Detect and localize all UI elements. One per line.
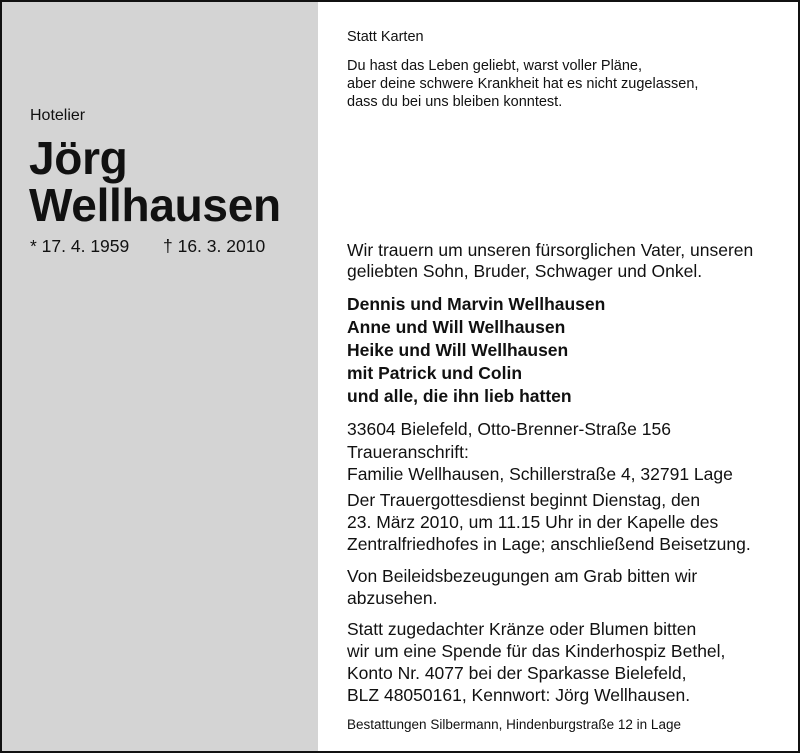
undertaker-footer: Bestattungen Silbermann, Hindenburgstraße 12 in Lage bbox=[347, 717, 681, 732]
occupation-label: Hotelier bbox=[30, 107, 86, 124]
mourner-name: Anne und Will Wellhausen bbox=[347, 317, 566, 337]
statt-karten: Statt Karten bbox=[347, 29, 424, 45]
last-name: Wellhausen bbox=[29, 179, 281, 231]
condolence-line: Von Beileidsbezeugungen am Grab bitten wir bbox=[347, 566, 698, 586]
mourner-name: Heike und Will Wellhausen bbox=[347, 340, 569, 360]
birth-date: * 17. 4. 1959 bbox=[30, 236, 130, 256]
mourner-name: und alle, die ihn lieb hatten bbox=[347, 386, 572, 406]
poem-line: Du hast das Leben geliebt, warst voller Pläne, bbox=[347, 58, 643, 74]
family-address: 33604 Bielefeld, Otto-Brenner-Straße 156 bbox=[347, 419, 671, 439]
service-line: Zentralfriedhofes in Lage; anschließend Beisetzung. bbox=[347, 534, 751, 554]
trauer-line: Traueranschrift: bbox=[347, 442, 469, 462]
donation-line: wir um eine Spende für das Kinderhospiz Bethel, bbox=[347, 641, 726, 661]
mourning-line: Wir trauern um unseren fürsorglichen Vater, unseren bbox=[347, 240, 754, 260]
condolence-line: abzusehen. bbox=[347, 588, 438, 608]
service-line: Der Trauergottesdienst beginnt Dienstag, den bbox=[347, 490, 701, 510]
poem-line: aber deine schwere Krankheit hat es nicht zugelassen, bbox=[347, 76, 699, 92]
donation-line: Statt zugedachter Kränze oder Blumen bitten bbox=[347, 619, 697, 639]
mourning-line: geliebten Sohn, Bruder, Schwager und Onkel. bbox=[347, 261, 703, 281]
trauer-line: Familie Wellhausen, Schillerstraße 4, 32791 Lage bbox=[347, 464, 733, 484]
poem-line: dass du bei uns bleiben konntest. bbox=[347, 94, 563, 110]
service-line: 23. März 2010, um 11.15 Uhr in der Kapelle des bbox=[347, 512, 719, 532]
mourner-name: Dennis und Marvin Wellhausen bbox=[347, 294, 606, 314]
mourner-name: mit Patrick und Colin bbox=[347, 363, 523, 383]
donation-line: BLZ 48050161, Kennwort: Jörg Wellhausen. bbox=[347, 685, 691, 705]
first-name: Jörg bbox=[29, 132, 128, 184]
death-date: † 16. 3. 2010 bbox=[163, 236, 266, 256]
donation-line: Konto Nr. 4077 bei der Sparkasse Bielefeld, bbox=[347, 663, 687, 683]
